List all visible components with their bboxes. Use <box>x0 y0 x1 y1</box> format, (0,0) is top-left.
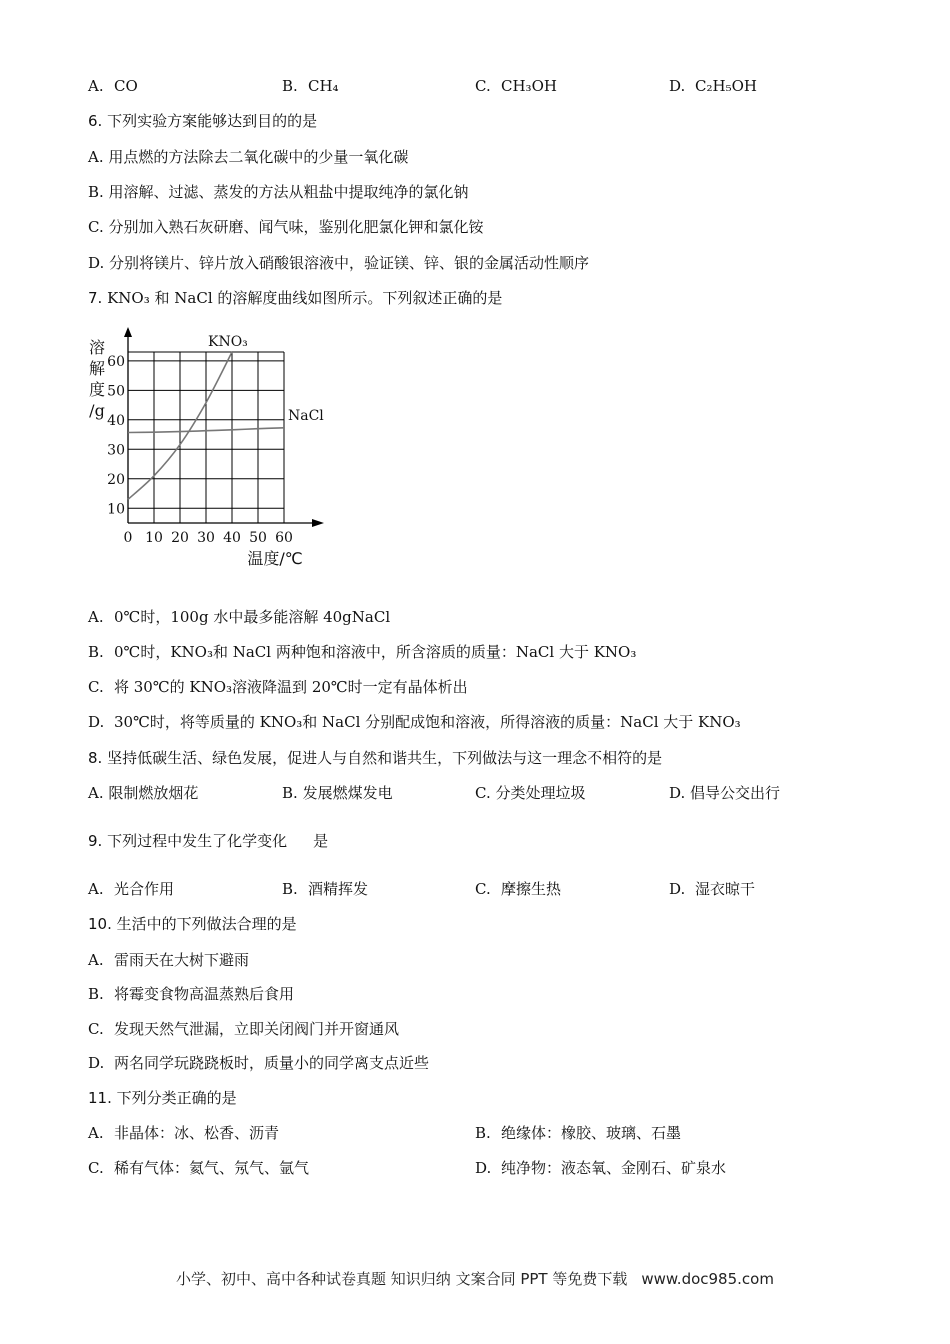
x-axis-arrow <box>312 519 324 527</box>
q10-option-d: D. 两名同学玩跷跷板时，质量小的同学离支点近些 <box>88 1054 430 1072</box>
q6-option-c: C. 分别加入熟石灰研磨、闻气味，鉴别化肥氯化钾和氯化铵 <box>88 218 484 236</box>
q9-option-b: B. 酒精挥发 <box>282 880 369 898</box>
chart-labels <box>89 334 324 568</box>
y-axis-arrow <box>124 327 132 337</box>
q8-option-b: B. 发展燃煤发电 <box>282 784 393 802</box>
q6-stem: 6. 下列实验方案能够达到目的的是 <box>88 112 318 130</box>
q9-option-d: D. 湿衣晾干 <box>669 880 756 898</box>
q8-option-d: D. 倡导公交出行 <box>669 784 781 802</box>
q7-option-b: B. 0℃时，KNO₃和 NaCl 两种饱和溶液中，所含溶质的质量：NaCl 大于 KNO₃ <box>88 643 637 661</box>
x-axis-label: 温度/℃ <box>247 549 303 568</box>
y-axis-label-char: 解 <box>88 359 106 378</box>
x-tick-label: 0 <box>123 530 133 546</box>
q7-option-c: C. 将 30℃的 KNO₃溶液降温到 20℃时一定有晶体析出 <box>88 678 468 696</box>
q7-option-a: A. 0℃时，100g 水中最多能溶解 40gNaCl <box>88 608 391 626</box>
x-tick-label: 40 <box>223 530 241 546</box>
q11-options-row2 <box>0 1158 950 1178</box>
q5-option-d: D. C₂H₅OH <box>669 77 757 95</box>
series-label-kno3: KNO₃ <box>208 334 248 350</box>
y-tick-label: 40 <box>107 412 125 429</box>
q7-stem: 7. KNO₃ 和 NaCl 的溶解度曲线如图所示。下列叙述正确的是 <box>88 289 503 307</box>
q9-option-a: A. 光合作用 <box>88 880 175 898</box>
q5-options <box>0 76 950 96</box>
q6-option-d: D. 分别将镁片、锌片放入硝酸银溶液中，验证镁、锌、银的金属活动性顺序 <box>88 254 590 272</box>
q11-option-a: A. 非晶体：冰、松香、沥青 <box>88 1124 280 1142</box>
q11-option-d: D. 纯净物：液态氧、金刚石、矿泉水 <box>475 1159 727 1177</box>
q8-stem: 8. 坚持低碳生活、绿色发展，促进人与自然和谐共生，下列做法与这一理念不相符的是 <box>88 749 663 767</box>
q9-option-c: C. 摩擦生热 <box>475 880 562 898</box>
q10-option-c: C. 发现天然气泄漏，立即关闭阀门并开窗通风 <box>88 1020 400 1038</box>
x-tick-label: 10 <box>145 530 163 546</box>
q8-option-a: A. 限制燃放烟花 <box>88 784 199 802</box>
series-label-nacl: NaCl <box>288 408 324 424</box>
y-axis-label-char: /g <box>89 401 105 420</box>
q11-stem: 11. 下列分类正确的是 <box>88 1089 237 1107</box>
x-tick-label: 50 <box>249 530 267 546</box>
q6-option-a: A. 用点燃的方法除去二氧化碳中的少量一氧化碳 <box>88 148 409 166</box>
q5-option-a: A. CO <box>88 77 138 95</box>
q8-option-c: C. 分类处理垃圾 <box>475 784 586 802</box>
y-tick-label: 10 <box>107 501 125 518</box>
q8-options <box>0 783 950 803</box>
x-tick-label: 30 <box>197 530 215 546</box>
y-tick-label: 50 <box>107 383 125 400</box>
y-axis-label-char: 度 <box>88 380 106 399</box>
footer-text: 小学、初中、高中各种试卷真题 知识归纳 文案合同 PPT 等免费下载 <box>176 1270 628 1288</box>
q9-stem: 9. 下列过程中发生了化学变化 是 <box>88 832 329 850</box>
q10-option-b: B. 将霉变食物高温蒸熟后食用 <box>88 985 295 1003</box>
q11-option-b: B. 绝缘体：橡胶、玻璃、石墨 <box>475 1124 682 1142</box>
footer-site-link[interactable]: www.doc985.com <box>641 1270 774 1288</box>
q9-options <box>0 879 950 899</box>
y-axis-label-char: 溶 <box>88 338 106 357</box>
q10-stem: 10. 生活中的下列做法合理的是 <box>88 915 297 933</box>
chart-grid <box>128 352 284 523</box>
q11-option-c: C. 稀有气体：氦气、氖气、氩气 <box>88 1159 310 1177</box>
page-footer <box>0 1268 950 1289</box>
y-tick-label: 60 <box>107 353 125 370</box>
q6-option-b: B. 用溶解、过滤、蒸发的方法从粗盐中提取纯净的氯化钠 <box>88 183 469 201</box>
q11-options-row1 <box>0 1123 950 1143</box>
x-tick-label: 20 <box>171 530 189 546</box>
q10-option-a: A. 雷雨天在大树下避雨 <box>88 951 250 969</box>
q5-option-c: C. CH₃OH <box>475 77 557 95</box>
x-tick-label: 60 <box>275 530 293 546</box>
y-tick-label: 30 <box>107 442 125 459</box>
q7-option-d: D. 30℃时，将等质量的 KNO₃和 NaCl 分别配成饱和溶液，所得溶液的质量：NaCl 大于 KNO₃ <box>88 713 741 731</box>
q5-option-b: B. CH₄ <box>282 77 339 95</box>
solubility-chart <box>82 325 342 575</box>
y-tick-label: 20 <box>107 471 125 488</box>
